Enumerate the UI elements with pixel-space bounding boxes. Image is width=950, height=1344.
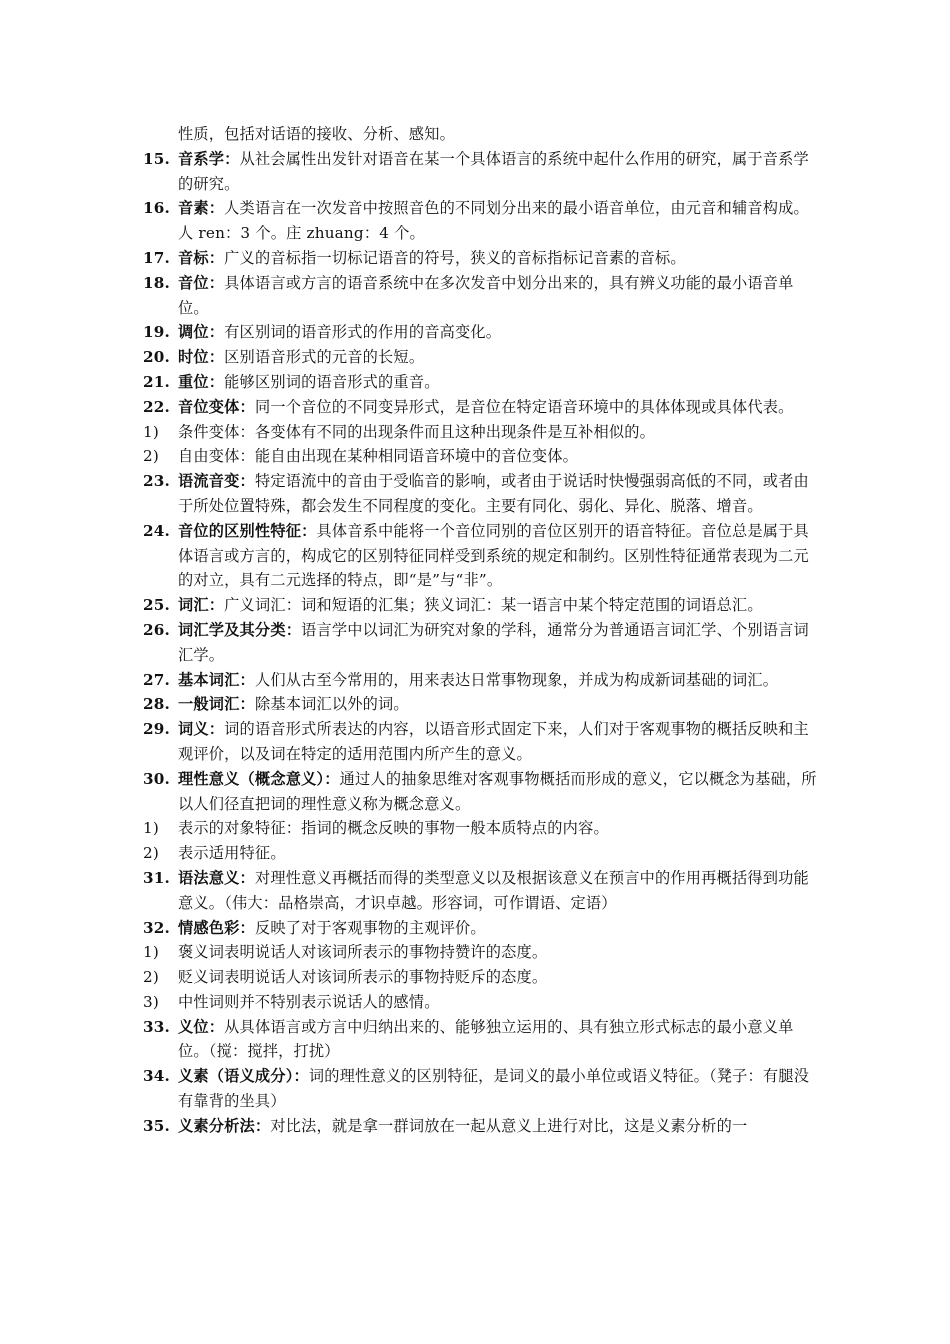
item-text: 同一个音位的不同变异形式，是音位在特定语音环境中的具体体现或具体代表。 [254, 397, 794, 416]
item-text: 对理性意义再概括而得的类型意义以及根据该意义在预言中的作用再概括得到功能意义。（伟大：品格崇高，才识卓越。形容词，可作谓语、定语） [178, 868, 809, 912]
item-term: 词汇学及其分类： [178, 620, 302, 639]
list-item [0, 593, 818, 618]
item-text: 广义的音标指一切标记语音的符号，狭义的音标指标记音素的音标。 [224, 248, 686, 267]
item-text: 表示适用特征。 [178, 844, 286, 863]
item-number: 28. [143, 695, 171, 714]
item-text: 有区别词的语音形式的作用的音高变化。 [224, 323, 502, 342]
sub-list-item [0, 420, 818, 445]
item-number: 24. [143, 521, 171, 540]
list-item [0, 122, 818, 147]
sub-list-item [0, 940, 818, 965]
item-term: 义素分析法： [178, 1116, 271, 1135]
item-number: 3) [143, 992, 159, 1011]
item-number: 15. [143, 149, 171, 168]
item-text: 中性词则并不特别表示说话人的感情。 [178, 992, 440, 1011]
item-term: 调位： [178, 323, 225, 342]
item-number: 34. [143, 1067, 171, 1086]
item-number: 1) [143, 422, 159, 441]
item-text: 反映了对于客观事物的主观评价。 [254, 918, 486, 937]
item-text: 人们从古至今常用的，用来表达日常事物现象，并成为构成新词基础的词汇。 [254, 670, 779, 689]
item-number: 16. [143, 199, 171, 218]
item-term: 一般词汇： [178, 695, 255, 714]
item-text: 对比法，就是拿一群词放在一起从意义上进行对比，这是义素分析的一 [270, 1116, 748, 1135]
item-number: 1) [143, 943, 159, 962]
item-text: 具体语言或方言的语音系统中在多次发音中划分出来的，具有辨义功能的最小语音单位。 [178, 273, 794, 317]
item-text: 表示的对象特征：指词的概念反映的事物一般本质特点的内容。 [178, 819, 609, 838]
item-text: 词的语音形式所表达的内容，以语音形式固定下来，人们对于客观事物的概括反映和主观评价，以及词在特定的适用范围内所产生的意义。 [178, 720, 809, 763]
item-term: 音位变体： [178, 397, 255, 416]
item-term: 音素： [178, 199, 225, 218]
item-number: 33. [143, 1017, 171, 1036]
item-text: 广义词汇：词和短语的汇集；狭义词汇：某一语言中某个特定范围的词语总汇。 [224, 596, 763, 615]
item-text: 人类语言在一次发音中按照音色的不同划分出来的最小语音单位，由元音和辅音构成。人 ren：3 个。庄 zhuang：4 个。 [178, 199, 809, 243]
item-text: 从具体语言或方言中归纳出来的、能够独立运用的、具有独立形式标志的最小意义单位。（搅：搅拌，打扰） [178, 1017, 794, 1061]
list-item [0, 767, 818, 817]
item-text: 贬义词表明说话人对该词所表示的事物持贬斥的态度。 [178, 968, 548, 987]
item-number: 19. [143, 323, 171, 342]
list-item [0, 271, 818, 321]
item-term: 义素（语义成分）： [178, 1067, 309, 1086]
list-item [0, 1015, 818, 1065]
list-item [0, 345, 818, 370]
item-number: 27. [143, 670, 171, 689]
sub-list-item [0, 965, 818, 990]
list-item [0, 692, 818, 717]
item-term: 音位的区别性特征： [178, 521, 317, 540]
item-term: 词汇： [178, 596, 225, 615]
item-number: 17. [143, 248, 171, 267]
list-item [0, 395, 818, 420]
item-text: 语言学中以词汇为研究对象的学科，通常分为普通语言词汇学、个别语言词汇学。 [178, 620, 809, 664]
item-term: 音系学： [178, 149, 240, 168]
item-term: 语流音变： [178, 472, 255, 491]
item-number: 2) [143, 447, 159, 466]
item-number: 26. [143, 620, 171, 639]
item-number: 18. [143, 273, 171, 292]
sub-list-item [0, 816, 818, 841]
item-term: 重位： [178, 372, 225, 391]
list-item [0, 668, 818, 693]
list-item [0, 1114, 818, 1139]
item-number: 1) [143, 819, 159, 838]
item-term: 理性意义（概念意义）： [178, 769, 340, 788]
list-item [0, 519, 818, 593]
item-text: 词的理性意义的区别特征，是词义的最小单位或语义特征。（凳子：有腿没有靠背的坐具） [178, 1067, 810, 1111]
item-term: 基本词汇： [178, 670, 255, 689]
item-term: 语法意义： [178, 868, 255, 887]
item-number: 31. [143, 868, 171, 887]
item-term: 音位： [178, 273, 225, 292]
document-page [0, 122, 950, 1139]
item-term: 时位： [178, 348, 225, 367]
item-number: 32. [143, 918, 171, 937]
item-text: 特定语流中的音由于受临音的影响，或者由于说话时快慢强弱高低的不同，或者由于所处位置特殊，都会发生不同程度的变化。主要有同化、弱化、异化、脱落、增音。 [178, 472, 809, 515]
item-text: 自由变体：能自由出现在某种相同语音环境中的音位变体。 [178, 447, 579, 466]
sub-list-item [0, 990, 818, 1015]
sub-list-item [0, 841, 818, 866]
item-text: 能够区别词的语音形式的重音。 [224, 372, 440, 391]
item-text: 褒义词表明说话人对该词所表示的事物持赞许的态度。 [178, 943, 548, 962]
item-text: 具体音系中能将一个音位同别的音位区别开的语音特征。音位总是属于具体语言或方言的，构成它的区别特征同样受到系统的规定和制约。区别性特征通常表现为二元的对立，具有二元选择的特点，即“是”与“非”。 [178, 521, 809, 590]
item-number: 30. [143, 769, 171, 788]
list-item [0, 147, 818, 197]
item-number: 22. [143, 397, 171, 416]
item-number: 25. [143, 596, 171, 615]
item-text: 区别语音形式的元音的长短。 [224, 348, 425, 367]
list-item [0, 1064, 818, 1114]
item-term: 词义： [178, 720, 225, 739]
item-number: 20. [143, 348, 171, 367]
list-item [0, 916, 818, 941]
list-item [0, 246, 818, 271]
item-term: 义位： [178, 1017, 225, 1036]
item-text: 除基本词汇以外的词。 [254, 695, 409, 714]
list-item [0, 320, 818, 345]
list-item [0, 196, 818, 246]
item-number: 35. [143, 1116, 171, 1135]
item-term: 音标： [178, 248, 225, 267]
item-text: 性质，包括对话语的接收、分析、感知。 [178, 125, 455, 143]
item-number: 29. [143, 720, 171, 739]
list-item [0, 370, 818, 395]
item-text: 从社会属性出发针对语音在某一个具体语言的系统中起什么作用的研究，属于音系学的研究。 [178, 149, 809, 193]
list-item [0, 469, 818, 519]
item-number: 23. [143, 472, 171, 491]
item-number: 2) [143, 844, 159, 863]
list-item [0, 866, 818, 916]
list-item [0, 618, 818, 668]
sub-list-item [0, 444, 818, 469]
item-number: 21. [143, 372, 171, 391]
item-text: 条件变体：各变体有不同的出现条件而且这种出现条件是互补相似的。 [178, 422, 656, 441]
item-text: 通过人的抽象思维对客观事物概括而形成的意义，它以概念为基础，所以人们径直把词的理性意义称为概念意义。 [178, 769, 817, 813]
list-item [0, 717, 818, 767]
item-term: 情感色彩： [178, 918, 255, 937]
item-number: 2) [143, 968, 159, 987]
